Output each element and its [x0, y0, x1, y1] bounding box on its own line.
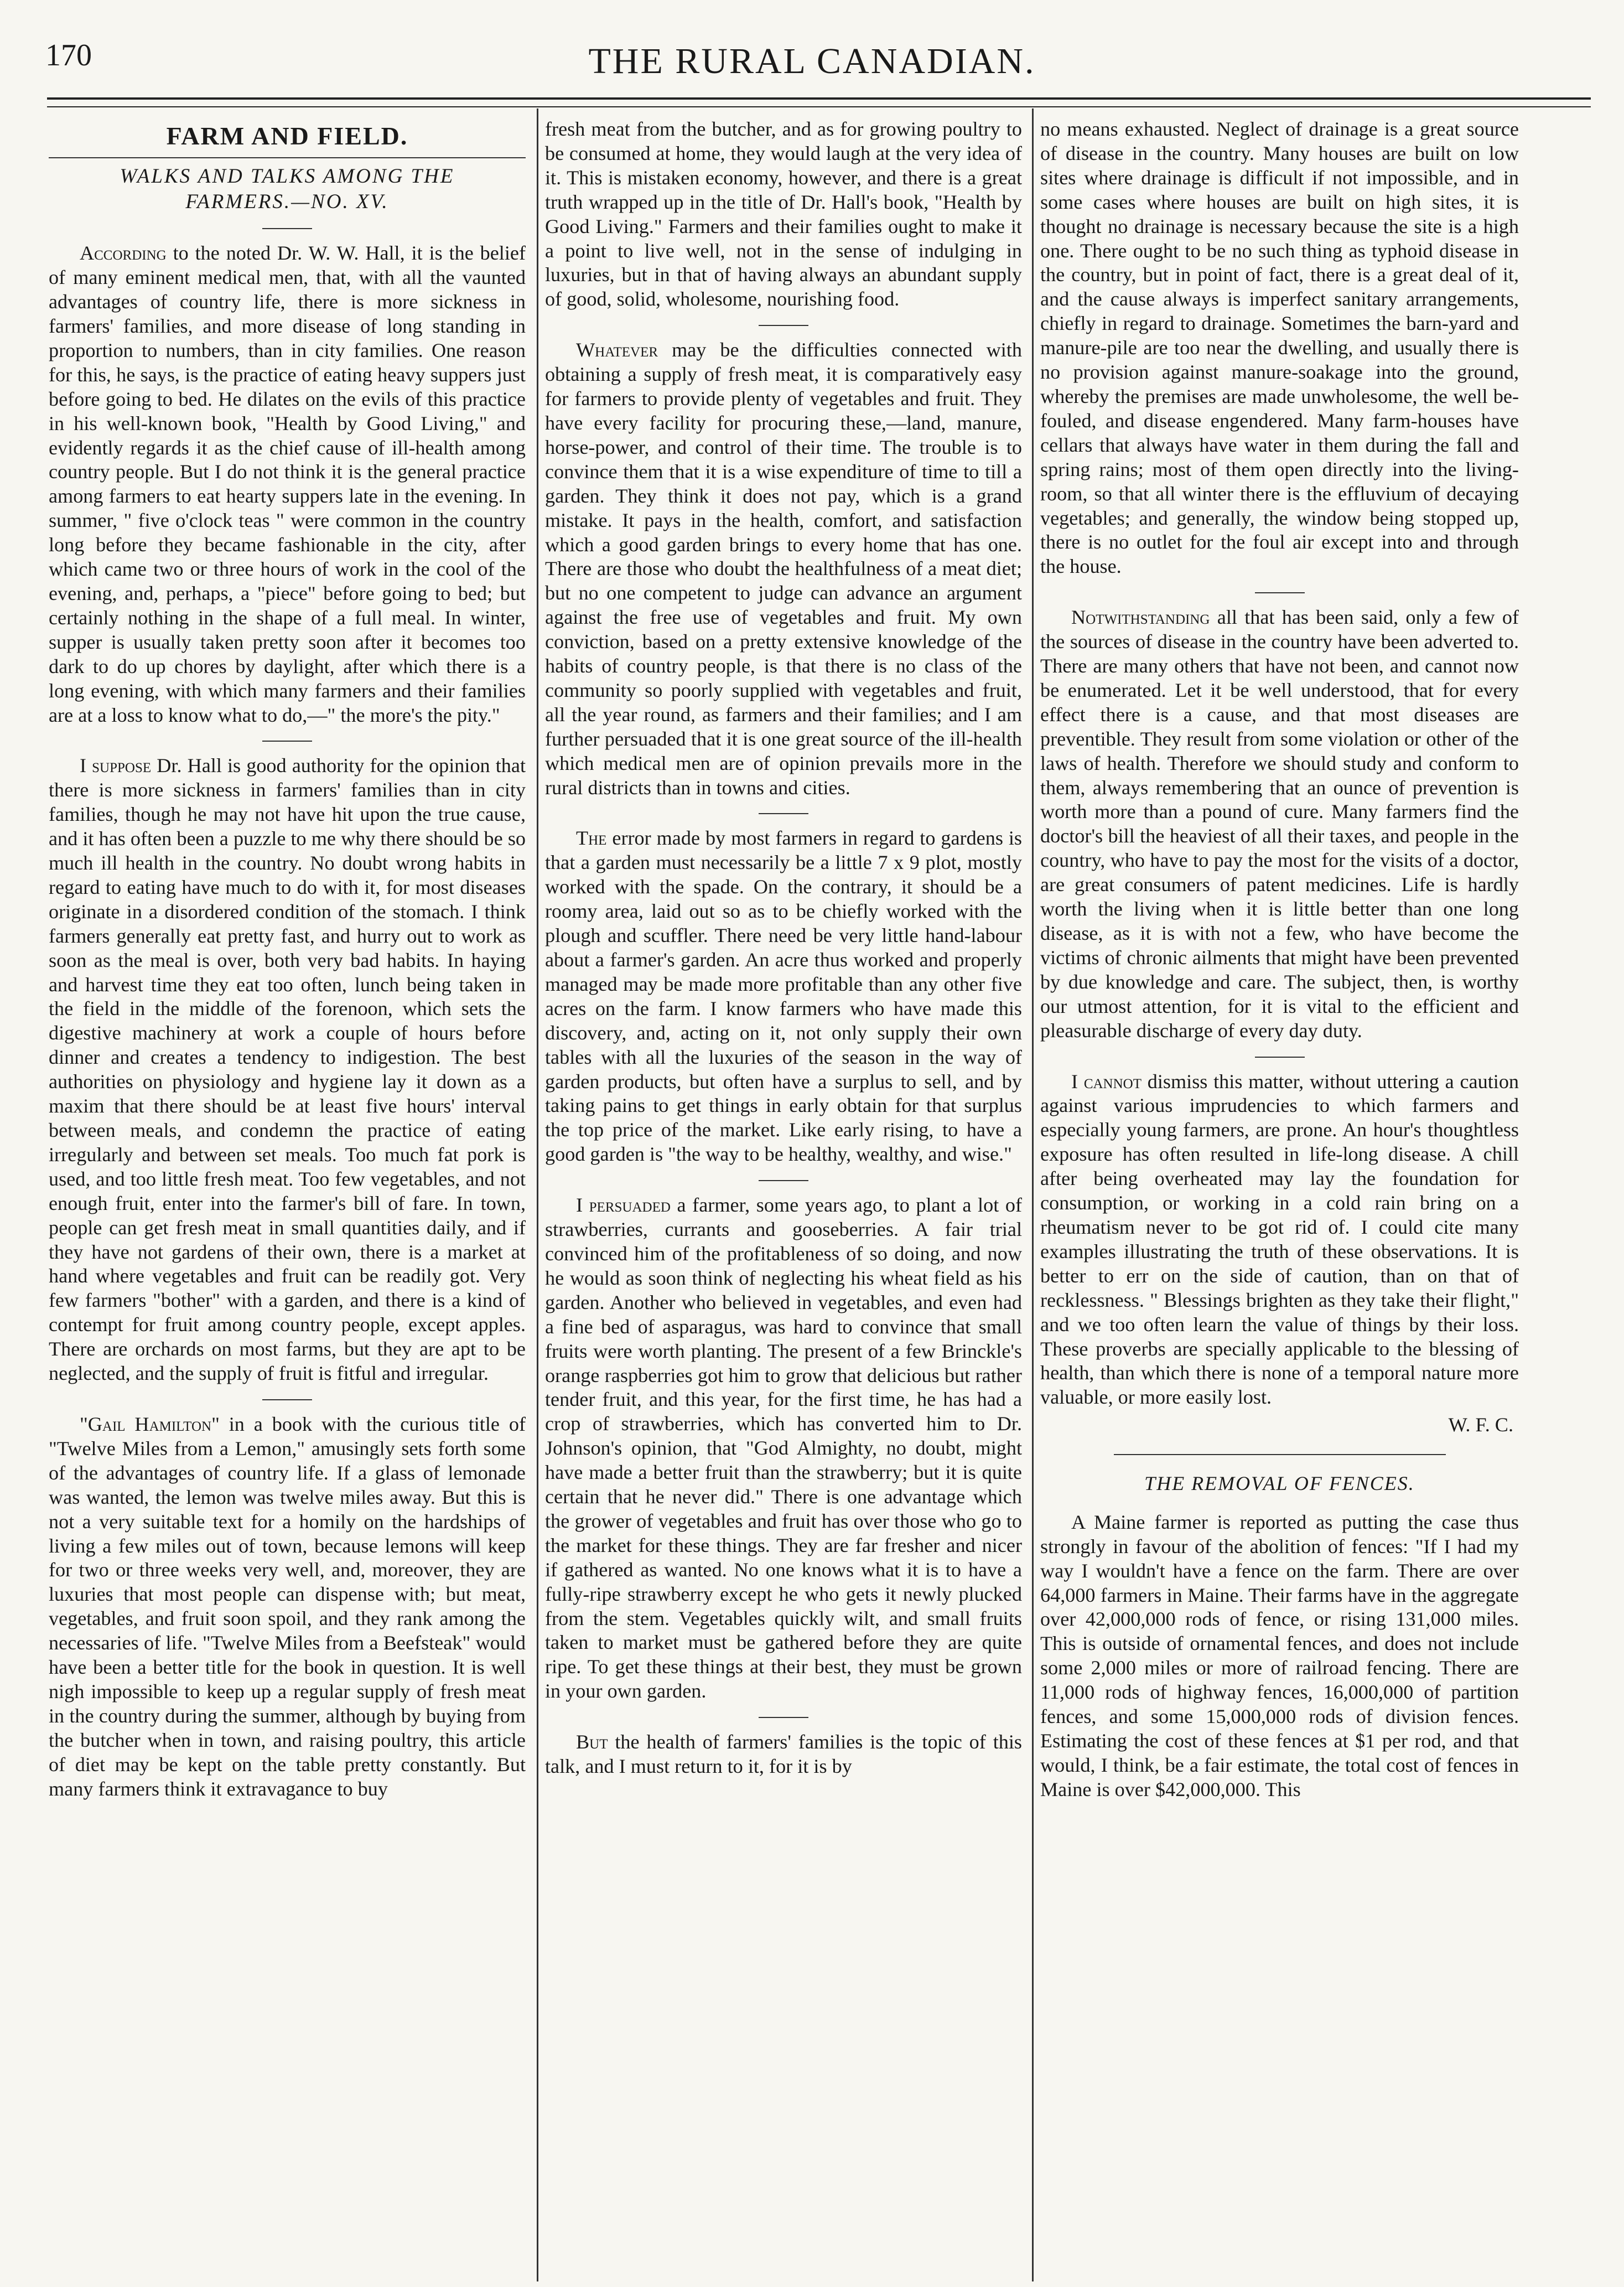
column-2 — [545, 117, 1022, 2280]
paragraph-text: dismiss this matter, without uttering a caution against various imprudencies to which farmers and especially young farmers, are prone. An hour's thoughtless exposure has often resulted in life-long disease. A chill after being overheated may lay the foundation for consumption, or working in a cold rain bring on a rheumatism never to be got rid of. I could cite many examples illustrating the truth of these observations. It is better to err on the side of caution, than on that of recklessness. " Blessings brighten as they take their flight," and we too often learn the value of things by their loss. These proverbs are specially applicable to the blessing of health, than which there is none of a temporal nature more valuable, or more easily lost. — [1040, 1070, 1519, 1409]
column-divider — [537, 108, 538, 2281]
paragraph-text: may be the difficulties connected with obtaining a supply of fresh meat, it is comparatively easy for farmers to provide plenty of vegetables and fruit. They have every facility for procuring these,—land, manure, horse-power, and control of their time. The trouble is to convince them that it is a wise expenditure of time to till a garden. They think it does not pay, which is a grand mistake. It pays in the health, comfort, and satisfaction which a good garden brings to every home that has one. There are those who doubt the healthfulness of a meat diet; but no one competent to judge can advance an argument against the free use of vegetables and fruit. My own conviction, based on a pretty extensive knowledge of the habits of country people, is that there is no class of the community so poorly supplied with vegetables and fruit, all the year round, as farmers and their families; and I am further persuaded that it is one great source of the ill-health which medical men are of opinion prevails more in the rural districts than in towns and cities. — [545, 339, 1022, 799]
paragraph — [545, 338, 1022, 800]
separator-dash — [262, 228, 312, 229]
signature: W. F. C. — [1448, 1414, 1513, 1436]
paragraph — [49, 754, 526, 1386]
paragraph — [545, 826, 1022, 1167]
paragraph — [1040, 1070, 1519, 1410]
paragraph-text: all that has been said, only a few of the sources of disease in the country have been adverted to. There are many others that have not been, and cannot now be enumerated. Let it be well understood, that for every effect there is a cause, and that most diseases are preventible. They result from some violation or other of the laws of health. Therefore we should study and conform to them, always remembering that an ounce of prevention is worth more than a pound of cure. Many farmers find the doctor's bill the heaviest of all their taxes, and people in the country, who have to pay the most for the visits of a doctor, are great consumers of patent medicines. Life is hardly worth the living when it is little better than one long disease, as it is with not a few, who have become the victims of chronic ailments that might have been prevented by due knowledge and care. The subject, then, is worthy our utmost attention, for it is vital to the efficient and pleasurable discharge of every day duty. — [1040, 606, 1519, 1042]
section-subtitle: WALKS AND TALKS AMONG THE FARMERS.—NO. XV. — [120, 164, 455, 214]
paragraph — [545, 117, 1022, 312]
paragraph-text: a farmer, some years ago, to plant a lot of strawberries, currants and gooseberries. A fair trial convinced him of the profitableness of so doing, and now he would as soon think of neglecting his wheat field as his garden. Another who believed in vegetables, and even had a fine bed of asparagus, was hard to convince that small fruits were worth planting. The present of a few Brinckle's orange raspberries got him to grow that delicious but rather tender fruit, and this year, for the first time, he has had a crop of strawberries, which has converted him to Dr. Johnson's opinion, that "God Almighty, no doubt, might have made a better fruit than the strawberry; but it is quite certain that he never did." There is one advantage which the grower of vegetables and fruit has over those who go to the market for these things. They are far fresher and nicer if gathered as wanted. No one knows what it is to have a fully-ripe strawberry except he who gets it newly plucked from the stem. Vegetables quickly wilt, and small fruits taken to market must be gathered before they are quite ripe. To get these things at their best, they must be grown in your own garden. — [545, 1194, 1022, 1703]
paragraph — [49, 1412, 526, 1802]
header-rule — [47, 97, 1591, 100]
separator-dash — [262, 741, 312, 742]
paragraph — [49, 241, 526, 727]
running-title: THE RURAL CANADIAN. — [588, 41, 1036, 81]
separator-dash — [759, 325, 808, 326]
column-3 — [1040, 117, 1519, 2280]
paragraph-text: to the noted Dr. W. W. Hall, it is the belief of many eminent medical men, that, with all the vaunted advantages of country life, there is more sickness in farmers' families, and more disease of long standing in proportion to numbers, than in city families. One reason for this, he says, is the practice of eating heavy suppers just before going to bed. He dilates on the evils of this practice in his well-known book, "Health by Good Living," and evidently regards it as the chief cause of ill-health among country people. But I do not think it is the general practice among farmers to eat hearty suppers late in the evening. In summer, " five o'clock teas " were common in the country long before they became fashionable in the city, after which came two or three hours of work in the cool of the evening, and, perhaps, a "piece" before going to bed; but certainly nothing in the shape of a full meal. In winter, supper is usually taken pretty soon after it becomes too dark to do up chores by daylight, after which there is a long evening, with which many farmers and their families are at a loss to know what to do,—" the more's the pity." — [49, 242, 526, 726]
lead-word: I suppose — [80, 754, 152, 777]
lead-word: Whatever — [576, 339, 658, 361]
article-title: THE REMOVAL OF FENCES. — [1144, 1472, 1415, 1495]
paragraph — [1040, 606, 1519, 1043]
column-1 — [49, 117, 526, 2280]
separator-dash — [262, 1399, 312, 1400]
page-number: 170 — [45, 38, 92, 73]
title-rule — [1114, 1454, 1446, 1455]
paragraph-text: the health of farmers' families is the topic of this talk, and I must return to it, for it is by — [545, 1731, 1022, 1778]
separator-dash — [1255, 592, 1305, 593]
lead-word: According — [80, 242, 167, 265]
paragraph-text: fresh meat from the butcher, and as for growing poultry to be consumed at home, they would laugh at the very idea of it. This is mistaken economy, however, and there is a great truth wrapped up in the title of Dr. Hall's book, "Health by Good Living." Farmers and their families ought to make it a point to live well, not in the sense of indulging in luxuries, but in that of having always an abundant supply of good, solid, wholesome, nourishing food. — [545, 118, 1022, 311]
paragraph — [545, 1730, 1022, 1779]
lead-word: "Gail Hamilton" — [80, 1412, 220, 1435]
separator-dash — [759, 1717, 808, 1718]
separator-dash — [1255, 1057, 1305, 1058]
lead-word: But — [576, 1731, 608, 1753]
paragraph-text: A Maine farmer is reported as putting the case thus strongly in favour of the abolition of fences: "If I had my way I wouldn't have a fence on the farm. There are over 64,000 farmers in Maine. Their farms have in the aggregate over 42,000,000 rods of fence, or rising 131,000 miles. This is outside of ornamental fences, and does not include some 2,000 miles or more of railroad fencing. There are 11,000 rods of highway fences, 16,000,000 of partition fences, and some 15,000,000 rods of division fences. Estimating the cost of these fences at $1 per rod, and that would, I think, be a fair estimate, the total cost of fences in Maine is over $42,000,000. This — [1040, 1510, 1519, 1800]
paragraph-text: in a book with the curious title of "Twelve Miles from a Lemon," amusingly sets forth some of the advantages of country life. If a glass of lemonade was wanted, the lemon was twelve miles away. But this is not a very suitable text for a homily on the hardships of living a few miles out of town, because lemons will keep for two or three weeks very well, and, moreover, they are luxuries that most people can dispense with; but meat, vegetables, and fruit soon spoil, and they rank among the necessaries of life. "Twelve Miles from a Beefsteak" would have been a better title for the book in question. It is well nigh impossible to keep up a regular supply of fresh meat in the country during the summer, although by buying from the butcher when in town, and raising poultry, this article of diet may be kept on the table pretty constantly. But many farmers think it extravagance to buy — [49, 1412, 526, 1800]
lead-word: I persuaded — [576, 1194, 671, 1217]
paragraph — [545, 1193, 1022, 1704]
paragraph-text: no means exhausted. Neglect of drainage is a great source of disease in the country. Many houses are built on low sites where drainage is difficult if not impossible, and in some cases where houses are built on high sites, it is thought no drainage is necessary because the site is a high one. There ought to be no such thing as typhoid disease in the country, but in point of fact, there is a great deal of it, and the cause always is imperfect sanitary arrangements, chiefly in regard to drainage. Sometimes the barn-yard and manure-pile are too near the dwelling, and usually there is no provision against manure-soakage into the ground, whereby the premises are made unwholesome, the well be-fouled, and disease engendered. Many farm-houses have cellars that always have water in them during the fall and spring rains; most of them open directly into the living-room, so that all winter there is the effluvium of decaying vegetables; and generally, the window being stopped up, there is no outlet for the foul air except into and through the house. — [1040, 118, 1519, 578]
section-title: FARM AND FIELD. — [166, 122, 408, 150]
paragraph — [1040, 1510, 1519, 1802]
column-divider — [1032, 108, 1034, 2281]
paragraph-text: error made by most farmers in regard to gardens is that a garden must necessarily be a little 7 x 9 plot, mostly worked with the spade. On the contrary, it should be a roomy area, laid out so as to be chiefly worked with the plough and scuffler. There need be very little hand-labour about a farmer's garden. An acre thus worked and properly managed may be made more profitable than any other five acres on the farm. I know farmers who have made this discovery, and, acting on it, not only supply their own tables with all the luxuries of the season in the way of garden products, but often have a surplus to sell, and by taking pains to get things in early obtain for that surplus the top price of the market. Like early rising, to have a good garden is "the way to be healthy, wealthy, and wise." — [545, 827, 1022, 1166]
paragraph-text: Dr. Hall is good authority for the opinion that there is more sickness in farmers' families than in city families, though he may not have hit upon the true cause, and it has often been a puzzle to me why there should be so much ill health in the country. No doubt wrong habits in regard to eating have much to do with it, for most diseases originate in a disordered condition of the stomach. I think farmers generally eat pretty fast, and hurry out to work as soon as the meal is over, both very bad habits. In haying and harvest time they eat too often, lunch being taken in the field in the middle of the forenoon, which sets the digestive machinery at work a couple of hours before dinner and creates a tendency to indigestion. The best authorities on physiology and hygiene lay it down as a maxim that there should be at least five hours' interval between meals, and condemn the practice of eating irregularly and between set meals. Too much fat pork is used, and too little fresh meat. Too few vegetables, and not enough fruit, enter into the farmer's bill of fare. In town, people can get fresh meat in small quantities daily, and if they have not gardens of their own, there is a market at hand where vegetables and fruit can be readily got. Very few farmers "bother" with a garden, and there is a kind of contempt for fruit among country people, except apples. There are orchards on most farms, but they are apt to be neglected, and the supply of fruit is fitful and irregular. — [49, 754, 526, 1385]
lead-word: Notwithstanding — [1071, 606, 1210, 629]
section-rule — [49, 157, 526, 158]
lead-word: I cannot — [1071, 1070, 1142, 1093]
lead-word: The — [576, 827, 607, 850]
separator-dash — [759, 813, 808, 814]
header-rule-thin — [47, 106, 1591, 107]
paragraph — [1040, 117, 1519, 579]
separator-dash — [759, 1180, 808, 1181]
